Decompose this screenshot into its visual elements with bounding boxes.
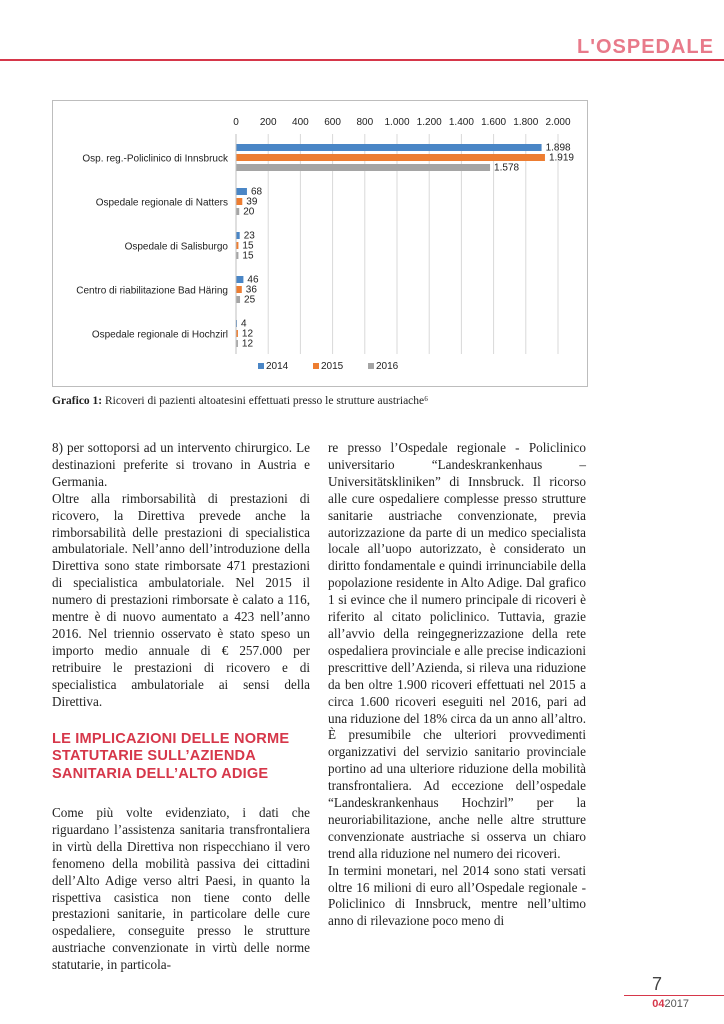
bar: [236, 144, 542, 151]
category-label: Ospedale regionale di Hochzirl: [91, 329, 228, 341]
tick-label: 200: [259, 117, 277, 128]
tick-label: 1.200: [416, 117, 442, 128]
figure-caption: [52, 395, 612, 407]
header-rule: [0, 59, 724, 61]
legend-swatch: [258, 363, 264, 369]
tick-label: 1.000: [384, 117, 410, 128]
section-heading: LE IMPLICAZIONI DELLE NORME STATUTARIE SULL’AZIENDA SANITARIA DELL’ALTO ADIGE: [52, 730, 290, 782]
text-column-right: [328, 440, 586, 930]
page-number: 7: [651, 974, 662, 994]
data-label: 12: [241, 328, 254, 340]
issue-number: 04: [652, 998, 665, 1010]
data-label: 39: [246, 196, 258, 208]
data-label: 1.919: [548, 152, 574, 164]
magazine-logo: L'OSPEDALE: [577, 36, 714, 58]
issue-label: [652, 998, 689, 1010]
data-label: 15: [242, 250, 254, 262]
tick-label: 1.600: [481, 117, 507, 128]
data-label: 1.898: [545, 142, 571, 154]
category-label: Ospedale regionale di Natters: [95, 197, 228, 209]
data-label: 36: [245, 284, 257, 296]
bar: [236, 198, 242, 205]
legend-swatch: [368, 363, 374, 369]
legend-label: 2014: [266, 361, 289, 372]
bar: [236, 232, 240, 239]
data-label: 12: [241, 338, 254, 350]
tick-label: 1.400: [448, 117, 474, 128]
paragraph: In termini monetari, nel 2014 sono stati versati oltre 16 milioni di euro all’Ospedale regionale - Policlinico di Innsbruck, mentre nell’ultimo anno di rilevazione poco meno di: [328, 862, 586, 929]
legend-label: 2016: [376, 361, 399, 372]
chart-frame: [52, 100, 588, 387]
tick-label: 2.000: [545, 117, 571, 128]
category-label: Osp. reg.-Policlinico di Innsbruck: [82, 153, 228, 165]
tick-label: 400: [292, 117, 309, 128]
tick-label: 1.800: [513, 117, 539, 128]
bar: [236, 164, 490, 171]
category-label: Centro di riabilitazione Bad Häring: [76, 285, 228, 297]
data-label: 23: [243, 230, 255, 242]
legend-swatch: [313, 363, 319, 369]
paragraph: Oltre alla rimborsabilità di prestazioni di ricovero, la Direttiva prevede anche la rimborsabilità delle prestazioni di specialistica ambulatoriale. Nell’anno dell’introduzione della Direttiva sono state rimborsate 471 prestazioni di specialistica ambulatoriale. Nel 2015 il numero di prestazioni rimborsate è calato a 116, mentre è di nuovo aumentato a 423 nell’anno 2016. Nel triennio osservato è stato speso un importo medio annuale di € 257.000 per retribuire le prestazioni di ricovero e di specialistica ambulatoriale ai sensi della Direttiva.: [52, 490, 310, 709]
paragraph: Come più volte evidenziato, i dati che riguardano l’assistenza sanitaria transfrontaliera in virtù della Direttiva non rispecchiano il vero fenomeno della mobilità passiva dei cittadini dell’Alto Adige verso altri Paesi, in quanto la rispettiva casistica non tiene conto delle prestazioni sanitarie, in particolare delle cure ospedaliere, conseguite presso le strutture austriache convenzionate in virtù delle norme statutarie, in particola-: [52, 805, 310, 973]
data-label: 4: [241, 318, 247, 330]
tick-label: 0: [233, 117, 239, 128]
paragraph: re presso l’Ospedale regionale - Policlinico universitario “Landeskrankenhaus – Universitätskliniken” di Innsbruck. Il ricorso alle cure ospedaliere complesse presso strutture sanitarie austriache convenzionate, previa autorizzazione da parte di un medico specialista locale all’uopo autorizzato, è considerato un diritto fondamentale e quindi irrinunciabile della popolazione residente in Alto Adige. Dal grafico 1 si evince che il numero principale di ricoveri è riferito al citato policlinico. Tuttavia, grazie all’avvio della reingegnerizzazione della rete ospedaliera provinciale e alle precise indicazioni prescrittive dell’Azienda, si rileva una riduzione da ben oltre 1.900 ricoveri effettuati nel 2015 a circa 1.600 ricoveri eseguiti nel 2016, pari ad una riduzione del 18% circa da un anno all’altro. È presumibile che ulteriori provvedimenti organizzativi del servizio sanitario provinciale portino ad una ulteriore riduzione della mobilità transfrontaliera. Ad eccezione dell’ospedale “Landeskrankenhaus Hochzirl” per la neuroriabilitazione, anche nelle altre strutture convenzionate austriache si osserva un chiaro trend alla riduzione nel numero dei ricoveri.: [328, 440, 586, 861]
caption-label: Grafico 1:: [52, 395, 103, 407]
bar: [236, 188, 247, 195]
legend-label: 2015: [321, 361, 344, 372]
footer-rule: [624, 995, 724, 996]
issue-year: 2017: [664, 998, 689, 1010]
data-label: 20: [243, 206, 255, 218]
data-label: 68: [250, 186, 263, 198]
bar: [236, 154, 545, 161]
bar: [236, 286, 242, 293]
text-column-left: [52, 440, 310, 974]
caption-text: Ricoveri di pazienti altoatesini effettuati presso le strutture austriache⁶: [102, 395, 429, 407]
bar: [236, 296, 240, 303]
paragraph: 8) per sottoporsi ad un intervento chirurgico. Le destinazioni preferite si trovano in Austria e Germania.: [52, 440, 310, 489]
bar-chart: [53, 101, 587, 386]
data-label: 46: [247, 274, 259, 286]
bar: [236, 276, 243, 283]
category-label: Ospedale di Salisburgo: [124, 241, 228, 253]
tick-label: 800: [356, 117, 374, 128]
tick-label: 600: [324, 117, 341, 128]
data-label: 1.578: [494, 162, 520, 174]
data-label: 25: [244, 294, 256, 306]
data-label: 15: [242, 240, 254, 252]
